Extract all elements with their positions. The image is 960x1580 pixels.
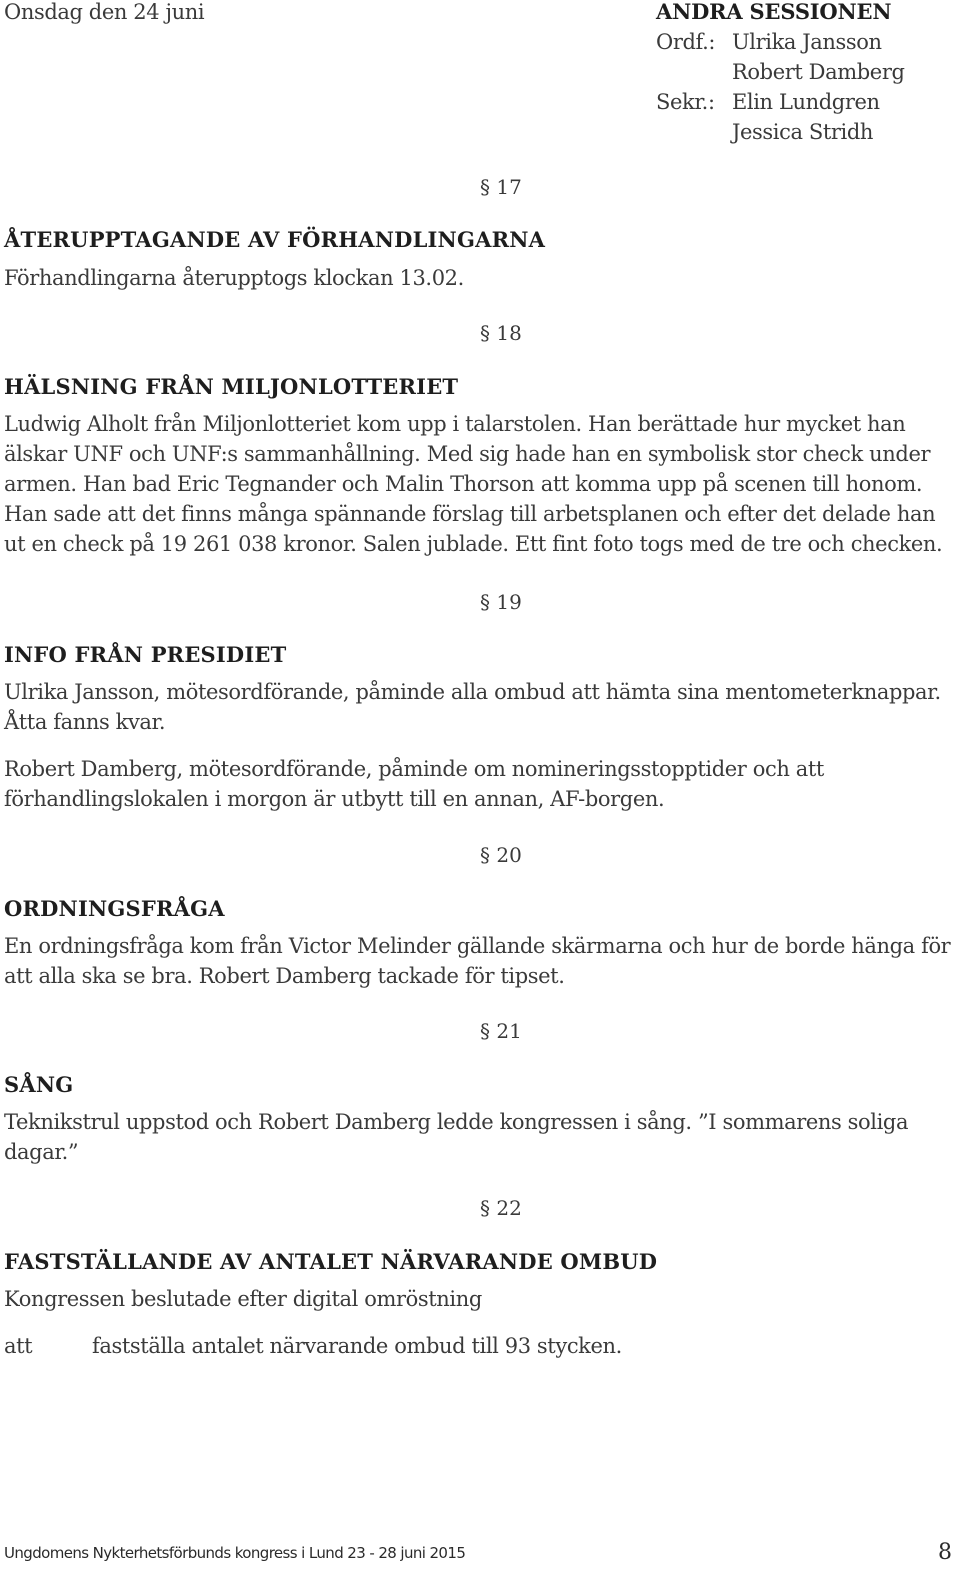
secretary-name: Jessica Stridh	[732, 120, 874, 144]
section-body	[4, 677, 954, 814]
body-paragraph: Robert Damberg, mötesordförande, påminde om nomineringsstopptider och att förhandlingslokalen i morgon är utbytt till en annan, AF-borgen.	[4, 757, 824, 811]
secretary-label: Sekr.:	[656, 90, 715, 114]
document-date: Onsdag den 24 juni	[4, 0, 205, 24]
decision-row	[4, 1331, 954, 1361]
section-body	[4, 1284, 954, 1361]
session-title: ANDRA SESSIONEN	[656, 0, 892, 24]
chair-row	[656, 57, 905, 87]
decision-text: fastställa antalet närvarande ombud till 93 stycken.	[92, 1334, 622, 1358]
section-body	[4, 409, 954, 559]
section-heading: ÅTERUPPTAGANDE AV FÖRHANDLINGARNA	[4, 227, 546, 252]
page-number: 8	[938, 1540, 952, 1565]
secretary-row	[656, 117, 905, 147]
chair-label: Ordf.:	[656, 30, 716, 54]
body-paragraph: Ludwig Alholt från Miljonlotteriet kom upp i talarstolen. Han berättade hur mycket han älskar UNF och UNF:s sammanhållning. Med sig hade han en symbolisk stor check under armen. Han bad Eric Tegnander och Malin Thorson att komma upp på scenen till honom. Han sade att det finns många spännande förslag till arbetsplanen och efter det delade han ut en check på 19 261 038 kronor. Salen jublade. Ett fint foto togs med de tre och checken.	[4, 412, 943, 556]
paragraph-number: § 17	[480, 175, 522, 199]
section-heading: ORDNINGSFRÅGA	[4, 896, 225, 921]
section-heading: HÄLSNING FRÅN MILJONLOTTERIET	[4, 374, 459, 399]
paragraph-number: § 20	[480, 843, 522, 867]
paragraph-number: § 18	[480, 321, 522, 345]
paragraph-number: § 21	[480, 1019, 522, 1043]
body-paragraph: Förhandlingarna återupptogs klockan 13.02.	[4, 266, 464, 290]
footer-text: Ungdomens Nykterhetsförbunds kongress i Lund 23 - 28 juni 2015	[4, 1544, 466, 1562]
session-block	[656, 0, 905, 147]
decision-att: att	[4, 1334, 33, 1358]
section-heading: INFO FRÅN PRESIDIET	[4, 642, 287, 667]
section-heading: SÅNG	[4, 1072, 74, 1097]
paragraph-number: § 22	[480, 1196, 522, 1220]
section-body	[4, 931, 954, 991]
secretary-name: Elin Lundgren	[732, 90, 880, 114]
chair-row	[656, 27, 905, 57]
paragraph-number: § 19	[480, 590, 522, 614]
body-paragraph: Ulrika Jansson, mötesordförande, påminde alla ombud att hämta sina mentometerknappar. Åtta fanns kvar.	[4, 680, 941, 734]
section-body	[4, 263, 954, 293]
body-paragraph: Kongressen beslutade efter digital omröstning	[4, 1287, 482, 1311]
body-paragraph: Teknikstrul uppstod och Robert Damberg ledde kongressen i sång. ”I sommarens soliga dagar.”	[4, 1110, 909, 1164]
chair-name: Ulrika Jansson	[732, 30, 882, 54]
body-paragraph: En ordningsfråga kom från Victor Melinder gällande skärmarna och hur de borde hänga för att alla ska se bra. Robert Damberg tackade för tipset.	[4, 934, 951, 988]
section-body	[4, 1107, 954, 1167]
section-heading: FASTSTÄLLANDE AV ANTALET NÄRVARANDE OMBUD	[4, 1249, 658, 1274]
chair-name: Robert Damberg	[732, 60, 905, 84]
secretary-row	[656, 87, 905, 117]
